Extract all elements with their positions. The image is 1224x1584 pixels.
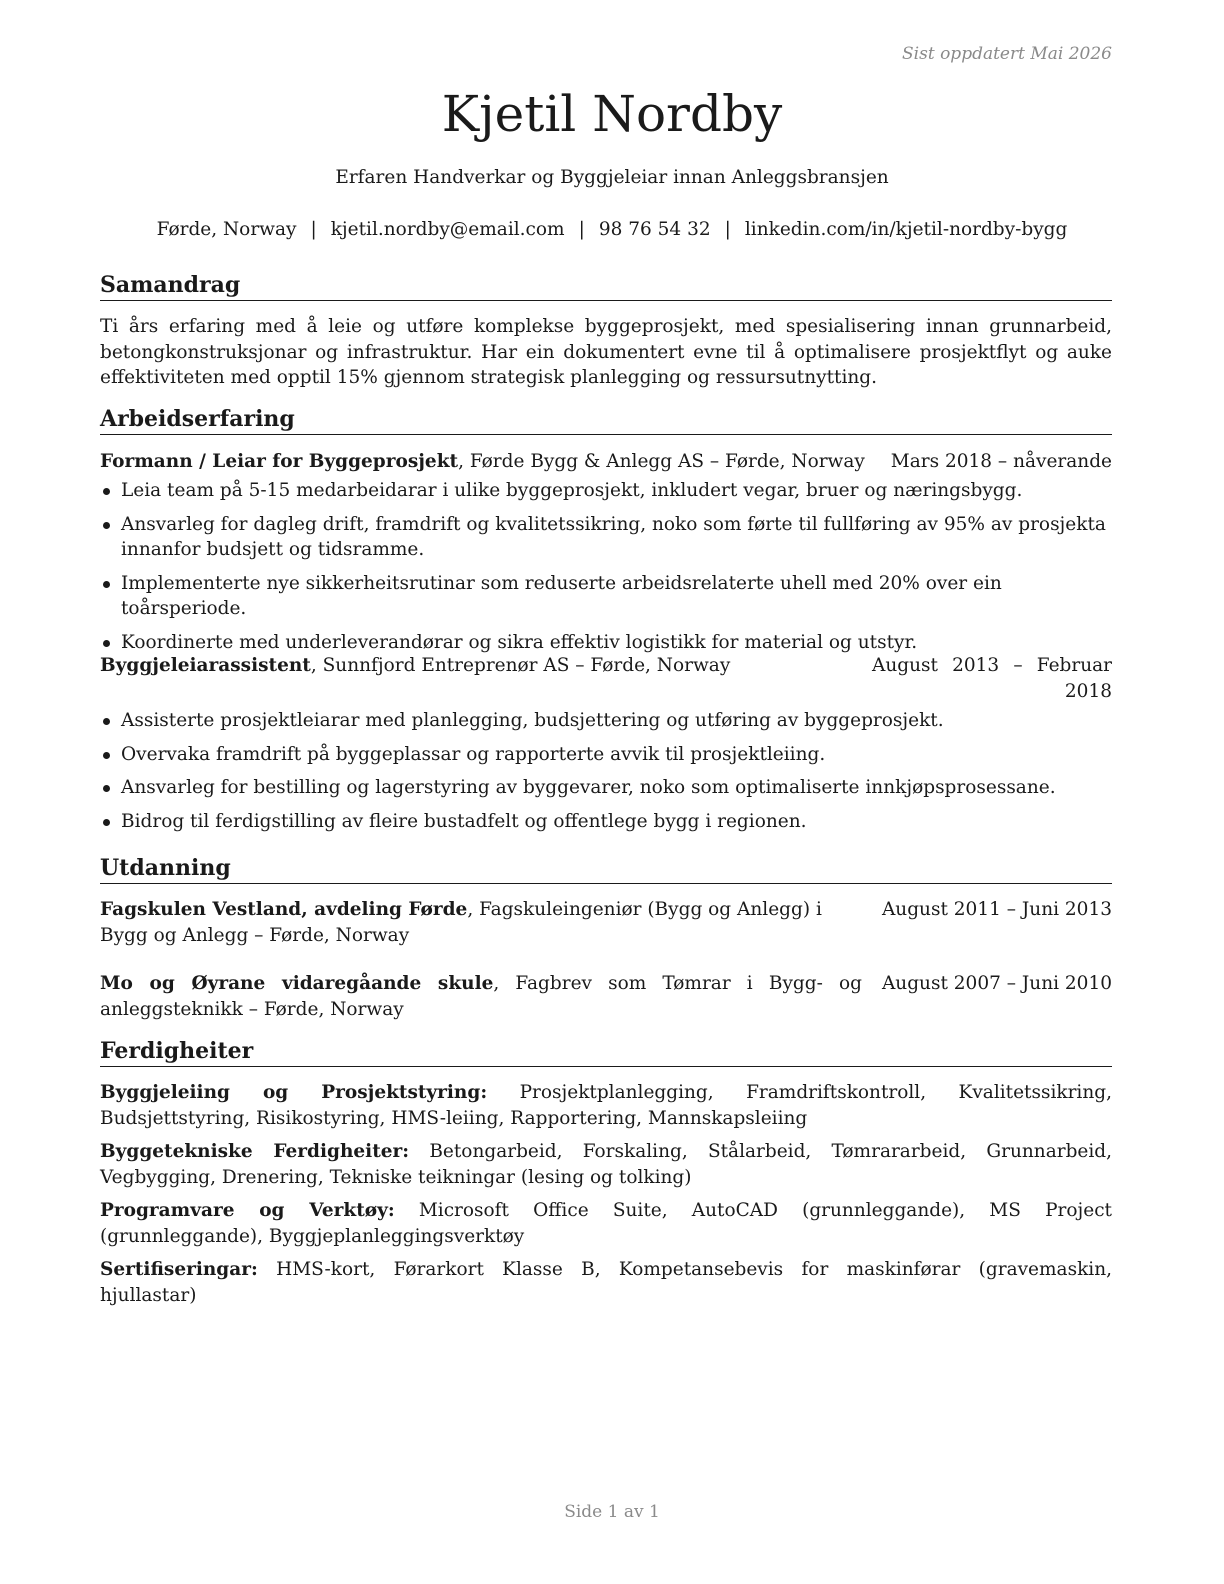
- bullet-icon: [103, 752, 110, 759]
- contact-separator: |: [310, 219, 317, 240]
- education-dates: August 2007 – Juni 2010: [881, 973, 1112, 994]
- bullet-icon: [103, 718, 110, 725]
- list-item: [100, 775, 1112, 801]
- skill-text: Betongarbeid, Forskaling, Stålarbeid, Tømrararbeid, Grunnarbeid, Vegbygging, Drenering, Tekniske teikningar (lesing og tolking): [100, 1141, 1112, 1188]
- skill-row: [100, 1198, 1112, 1249]
- education-entry: [100, 971, 1112, 1022]
- list-item: [100, 630, 1112, 656]
- education-school: Mo og Øyrane vidaregåande skule: [100, 973, 494, 994]
- skill-row: [100, 1080, 1112, 1131]
- section-title-skills: Ferdigheiter: [100, 1040, 1112, 1067]
- list-item: [100, 708, 1112, 734]
- job-dates: August 2013 – Februar 2018: [872, 655, 1112, 702]
- bullet-icon: [103, 488, 110, 495]
- job-bullet-list: [100, 708, 1112, 842]
- job-title: Formann / Leiar for Byggeprosjekt: [100, 451, 459, 472]
- skill-label: Byggjeleiing og Prosjektstyring:: [100, 1082, 488, 1103]
- list-item: [100, 571, 1112, 622]
- bullet-icon: [103, 640, 110, 647]
- education-dates: August 2011 – Juni 2013: [881, 899, 1112, 920]
- candidate-name: Kjetil Nordby: [441, 85, 783, 143]
- education-detail: , Fagbrev som Tømrar i Bygg- og anleggsteknikk – Førde, Norway: [100, 973, 862, 1020]
- education-detail: , Fagskuleingeniør (Bygg og Anlegg) i Bygg og Anlegg – Førde, Norway: [100, 899, 822, 946]
- bullet-text: Bidrog til ferdigstilling av fleire bustadfelt og offentlege bygg i regionen.: [121, 810, 807, 832]
- contact-separator: |: [724, 219, 731, 240]
- skill-text: Microsoft Office Suite, AutoCAD (grunnleggande), MS Project (grunnleggande), Byggjeplanleggingsverktøy: [100, 1200, 1112, 1247]
- bullet-text: Implementerte nye sikkerheitsrutinar som reduserte arbeidsrelaterte uhell med 20% over ein toårsperiode.: [121, 572, 1002, 619]
- job-bullet-list: [100, 478, 1112, 663]
- job-title: Byggjeleiarassistent: [100, 655, 311, 676]
- job-header: [100, 449, 1112, 475]
- skill-row: [100, 1139, 1112, 1190]
- list-item: [100, 742, 1112, 768]
- section-title-summary: Samandrag: [100, 274, 1112, 301]
- contact-line: [0, 219, 1224, 240]
- bullet-text: Leia team på 5-15 medarbeidarar i ulike byggeprosjekt, inkludert vegar, bruer og næringsbygg.: [121, 480, 1023, 501]
- page-footer: Side 1 av 1: [564, 1502, 660, 1522]
- section-title-experience: Arbeidserfaring: [100, 408, 1112, 435]
- contact-email[interactable]: kjetil.nordby@email.com: [330, 219, 565, 240]
- list-item: [100, 809, 1112, 835]
- skill-label: Programvare og Verktøy:: [100, 1200, 395, 1221]
- skill-row: [100, 1257, 1112, 1308]
- bullet-text: Ansvarleg for bestilling og lagerstyring av byggevarer, noko som optimaliserte innkjøpsprosessane.: [121, 777, 1056, 798]
- job-company: , Førde Bygg & Anlegg AS – Førde, Norway: [458, 451, 865, 472]
- list-item: [100, 512, 1112, 563]
- skill-text: HMS-kort, Førarkort Klasse B, Kompetansebevis for maskinførar (gravemaskin, hjullastar): [100, 1259, 1112, 1306]
- education-entry: [100, 897, 1112, 948]
- job-company: , Sunnfjord Entreprenør AS – Førde, Norway: [310, 655, 731, 676]
- list-item: [100, 478, 1112, 504]
- bullet-text: Ansvarleg for dagleg drift, framdrift og kvalitetssikring, noko som førte til fullføring av 95% av prosjekta innanfor budsjett og tidsramme.: [121, 513, 1106, 560]
- contact-location: Førde, Norway: [156, 219, 297, 240]
- bullet-text: Koordinerte med underleverandørar og sikra effektiv logistikk for material og utstyr.: [121, 631, 918, 653]
- job-header: [100, 653, 1112, 704]
- bullet-text: Assisterte prosjektleiarar med planlegging, budsjettering og utføring av byggeprosjekt.: [121, 710, 944, 731]
- bullet-icon: [103, 522, 110, 529]
- skill-label: Sertifiseringar:: [100, 1259, 258, 1280]
- contact-linkedin[interactable]: linkedin.com/in/kjetil-nordby-bygg: [744, 219, 1068, 240]
- last-updated-note: Sist oppdatert Mai 2026: [902, 44, 1112, 64]
- contact-phone: 98 76 54 32: [598, 219, 711, 240]
- section-title-education: Utdanning: [100, 857, 1112, 884]
- skill-label: Byggetekniske Ferdigheiter:: [100, 1141, 410, 1162]
- bullet-icon: [103, 819, 110, 826]
- bullet-icon: [103, 581, 110, 588]
- job-dates: Mars 2018 – nåverande: [890, 451, 1112, 472]
- skill-text: Prosjektplanlegging, Framdriftskontroll, Kvalitetssikring, Budsjettstyring, Risikostyring, HMS-leiing, Rapportering, Mannskapsleiing: [100, 1082, 1112, 1129]
- candidate-headline: Erfaren Handverkar og Byggjeleiar innan Anleggsbransjen: [335, 167, 889, 188]
- bullet-icon: [103, 785, 110, 792]
- contact-separator: |: [578, 219, 585, 240]
- bullet-text: Overvaka framdrift på byggeplassar og rapporterte avvik til prosjektleiing.: [121, 743, 826, 765]
- education-school: Fagskulen Vestland, avdeling Førde: [100, 899, 468, 920]
- summary-text: Ti års erfaring med å leie og utføre komplekse byggeprosjekt, med spesialisering innan grunnarbeid, betongkonstruksjonar og infrastruktur. Har ein dokumentert evne til å optimalisere prosjektflyt og auke effektiviteten med opptil 15% gjennom strategisk planlegging og ressursutnytting.: [100, 316, 1112, 388]
